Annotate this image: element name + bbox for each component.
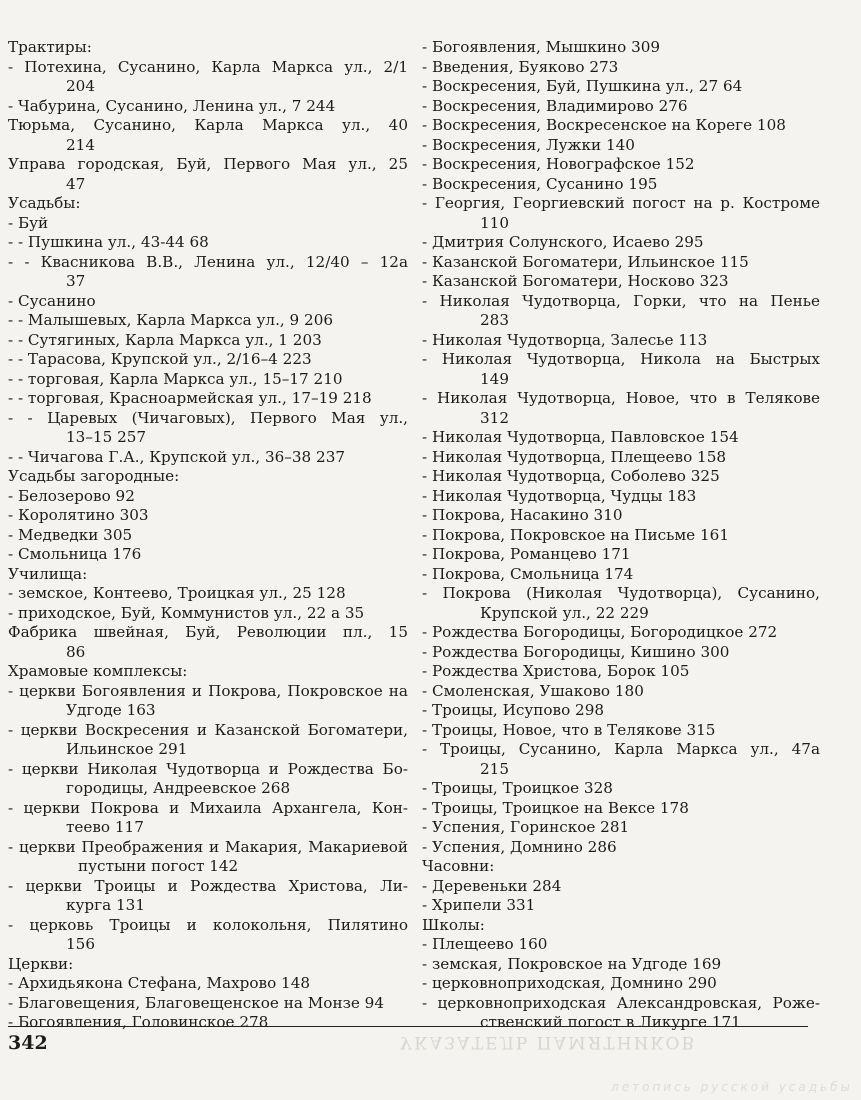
left-column (8, 38, 408, 1033)
index-entry: - церковноприходская, Домнино 290 (422, 974, 717, 992)
index-entry: - Богоявления, Мышкино 309 (422, 38, 661, 56)
index-entry: - Николая Чудотворца, Залесье 113 (422, 330, 708, 349)
index-entry: - - торговая, Карла Маркса ул., 15–17 210 (8, 369, 343, 388)
index-entry-cont: городицы, Андреевское 268 (66, 779, 291, 797)
index-entry: - Троицы, Исупово 298 (422, 701, 605, 719)
index-entry-cont: 156 (66, 935, 95, 953)
index-entry: - Рождества Богородицы, Богородицкое 272 (422, 623, 778, 641)
index-entry: - Хрипели 331 (422, 896, 536, 914)
heading-schools: Училища: (8, 564, 88, 583)
heading-chapels: Часовни: (422, 857, 495, 875)
index-entry: Фабрика швейная, Буй, Революции пл., 15 (8, 623, 408, 641)
index-entry: - Троицы, Троицкое 328 (422, 779, 613, 797)
index-entry: - Троицы, Сусанино, Карла Маркса ул., 47а (422, 740, 820, 758)
index-entry: - Плещеево 160 (422, 935, 548, 953)
index-entry: - Буй (8, 213, 49, 232)
index-entry-cont: Ильинское 291 (66, 740, 188, 758)
index-entry: - приходское, Буй, Коммунистов ул., 22 а 35 (8, 603, 365, 622)
index-entry-cont: Удгоде 163 (66, 701, 156, 719)
index-entry-cont: 37 (66, 272, 86, 290)
index-entry-cont: 215 (480, 759, 509, 778)
index-entry: - - торговая, Красноармейская ул., 17–19 218 (8, 389, 372, 407)
heading-country-estates: Усадьбы загородные: (8, 467, 180, 485)
index-entry-cont: 47 (66, 174, 86, 193)
index-entry: - церковноприходская Александровская, Роже- (422, 993, 820, 1012)
index-entry: - Покрова, Смольница 174 (422, 564, 634, 583)
index-entry: - - Квасникова В.В., Ленина ул., 12/40 – 12а (8, 252, 408, 271)
index-entry: - Воскресения, Буй, Пушкина ул., 27 64 (422, 77, 743, 95)
index-entry-cont: 149 (480, 369, 509, 388)
index-entry-cont: ственский погост в Ликурге 171 (480, 1013, 741, 1031)
index-entry: - Архидьякона Стефана, Махрово 148 (8, 974, 311, 992)
index-entry-cont: 312 (480, 408, 509, 427)
index-entry-cont: 283 (480, 311, 509, 329)
index-entry: - Воскресения, Сусанино 195 (422, 174, 658, 193)
bleed-through-text: УКАЗАТЕЛЬ ПАМЯТНИКОВ (400, 1032, 696, 1052)
index-entry-cont: 110 (480, 213, 509, 232)
index-entry: - земская, Покровское на Удгоде 169 (422, 954, 722, 973)
index-entry: - церкви Преображения и Макария, Макариевой (8, 837, 408, 856)
index-entry: - Николая Чудотворца, Никола на Быстрых (422, 350, 820, 368)
index-entry: - Богоявления, Головинское 278 (8, 1013, 269, 1031)
index-entry: - - Сутягиных, Карла Маркса ул., 1 203 (8, 330, 322, 349)
footer-rule (8, 1026, 808, 1027)
index-entry: - Смольница 176 (8, 545, 142, 563)
index-entry: - церкви Богоявления и Покрова, Покровское на (8, 681, 408, 700)
index-entry: - земское, Контеево, Троицкая ул., 25 128 (8, 584, 346, 602)
index-entry: - Рождества Богородицы, Кишино 300 (422, 642, 730, 661)
index-entry: - Покрова, Насакино 310 (422, 506, 623, 524)
index-entry: - Казанской Богоматери, Носково 323 (422, 272, 729, 290)
index-entry-cont: курга 131 (66, 896, 145, 914)
index-entry: - Успения, Горинское 281 (422, 818, 630, 836)
heading-temple-complexes: Храмовые комплексы: (8, 662, 188, 680)
page-number: 342 (8, 1032, 48, 1054)
index-entry: - - Чичагова Г.А., Крупской ул., 36–38 237 (8, 447, 346, 466)
index-entry: - - Тарасова, Крупской ул., 2/16–4 223 (8, 350, 312, 368)
index-entry-cont: 13–15 257 (66, 428, 147, 446)
index-entry-cont: 204 (66, 77, 95, 95)
heading-churches: Церкви: (8, 954, 74, 973)
index-entry: - Казанской Богоматери, Ильинское 115 (422, 252, 749, 271)
index-entry: - церковь Троицы и колокольня, Пилятино (8, 915, 408, 934)
index-entry: - - Царевых (Чичаговых), Первого Мая ул., (8, 408, 408, 427)
index-entry: - Рождества Христова, Борок 105 (422, 662, 690, 680)
index-entry: - Троицы, Троицкое на Вексе 178 (422, 798, 689, 817)
right-column (424, 38, 820, 1033)
index-entry: - Потехина, Сусанино, Карла Маркса ул., 2/1 (8, 57, 408, 76)
index-entry: - Георгия, Георгиевский погост на р. Костроме (422, 194, 820, 212)
heading-taverns: Трактиры: (8, 38, 92, 56)
index-entry: - Николая Чудотворца, Новое, что в Телякове (422, 389, 820, 407)
index-entry: - Дмитрия Солунского, Исаево 295 (422, 233, 704, 251)
index-entry: - Покрова, Покровское на Письме 161 (422, 525, 729, 544)
index-entry: - Николая Чудотворца, Чудцы 183 (422, 486, 697, 505)
index-entry: - Воскресения, Владимирово 276 (422, 96, 688, 115)
index-entry: - Воскресения, Новографское 152 (422, 155, 695, 173)
index-entry: - Сусанино (8, 291, 96, 310)
index-entry: - Успения, Домнино 286 (422, 837, 617, 856)
index-entry-cont: 214 (66, 135, 95, 154)
index-entry: - Введения, Буяково 273 (422, 57, 619, 76)
index-entry: - Николая Чудотворца, Соболево 325 (422, 467, 720, 485)
index-entry: - Королятино 303 (8, 506, 149, 524)
index-entry: - церкви Воскресения и Казанской Богоматери, (8, 720, 408, 739)
index-entry: - Николая Чудотворца, Плещеево 158 (422, 447, 727, 466)
index-entry: - Чабурина, Сусанино, Ленина ул., 7 244 (8, 96, 336, 115)
heading-estates: Усадьбы: (8, 194, 81, 212)
heading-schools-2: Школы: (422, 915, 485, 934)
index-entry-cont: пустыни погост 142 (78, 857, 239, 875)
index-entry: - - Пушкина ул., 43-44 68 (8, 233, 209, 251)
index-entry-cont: 86 (66, 642, 86, 661)
watermark: летопись русской усадьбы (611, 1080, 853, 1094)
index-entry: - Смоленская, Ушаково 180 (422, 681, 644, 700)
index-entry-cont: Крупской ул., 22 229 (480, 603, 649, 622)
index-entry: - Воскресения, Воскресенское на Кореге 108 (422, 116, 786, 134)
index-entry: - церкви Покрова и Михаила Архангела, Кон- (8, 798, 408, 817)
index-entry: - Николая Чудотворца, Горки, что на Пенье (422, 291, 820, 310)
index-entry: - Воскресения, Лужки 140 (422, 135, 635, 154)
index-entry-cont: теево 117 (66, 818, 144, 836)
index-entry: - Покрова, Романцево 171 (422, 545, 631, 563)
index-entry: - Покрова (Николая Чудотворца), Сусанино, (422, 584, 820, 602)
index-entry: - Благовещения, Благовещенское на Монзе 94 (8, 993, 384, 1012)
index-entry: - Николая Чудотворца, Павловское 154 (422, 428, 739, 446)
index-entry: - Белозерово 92 (8, 486, 135, 505)
index-entry: - Медведки 305 (8, 525, 133, 544)
index-entry: - Троицы, Новое, что в Телякове 315 (422, 720, 716, 739)
index-entry: - церкви Троицы и Рождества Христова, Ли- (8, 876, 408, 895)
index-entry: Тюрьма, Сусанино, Карла Маркса ул., 40 (8, 116, 408, 134)
index-entry: - церкви Николая Чудотворца и Рождества Бо- (8, 759, 408, 778)
index-entry: - Деревеньки 284 (422, 876, 562, 895)
index-entry: - - Малышевых, Карла Маркса ул., 9 206 (8, 311, 334, 329)
index-entry: Управа городская, Буй, Первого Мая ул., 25 (8, 155, 408, 173)
